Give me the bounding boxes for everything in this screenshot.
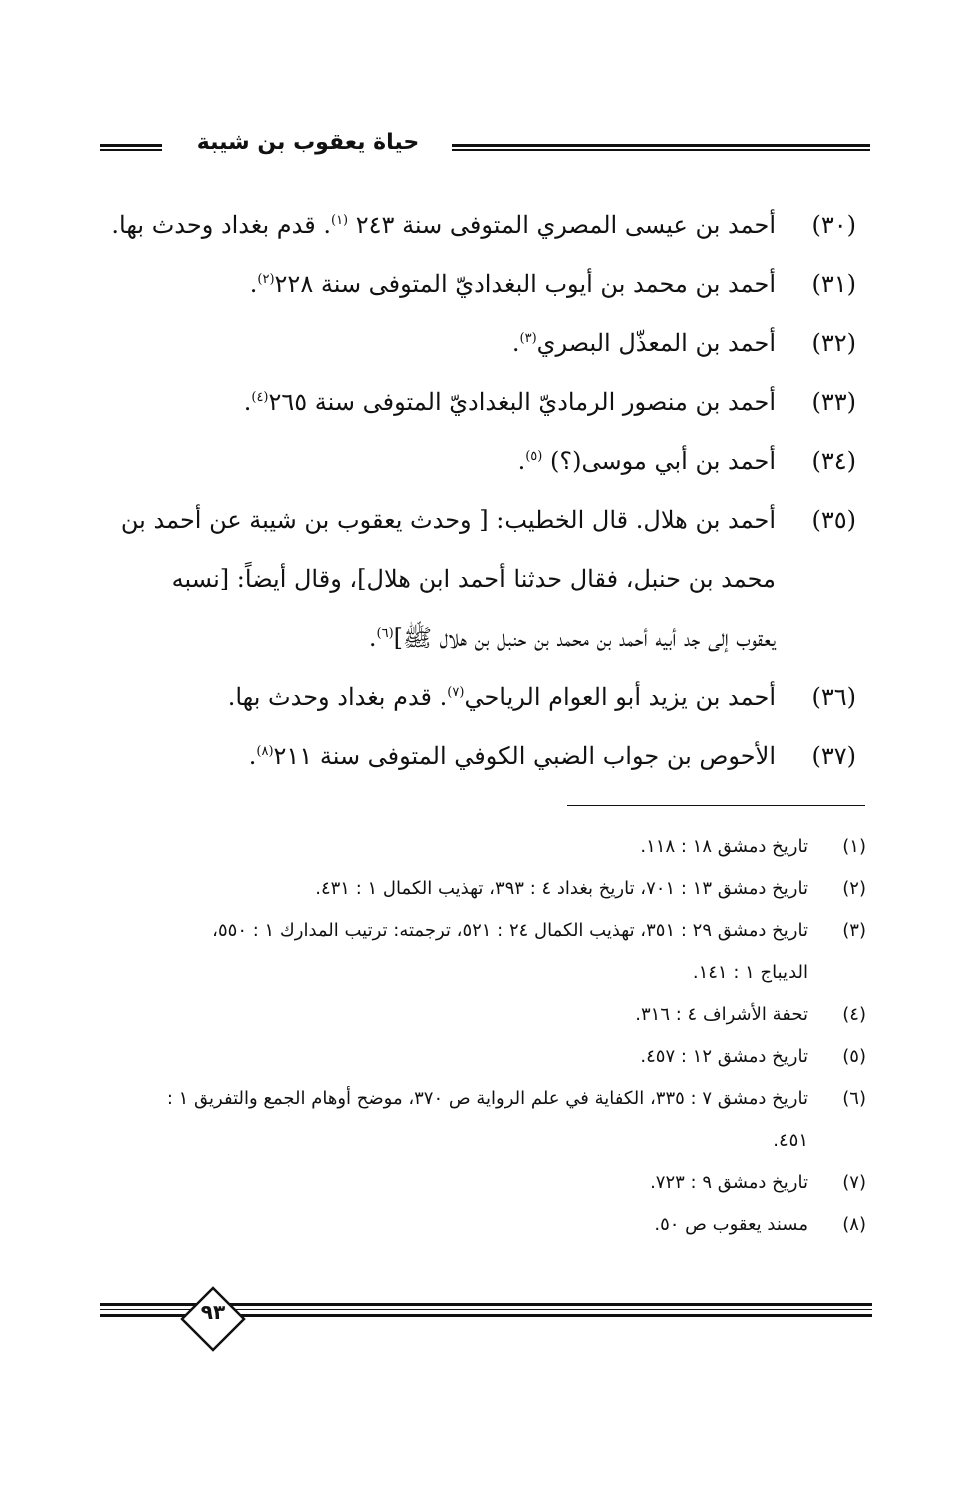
footnote-ref[interactable]: (٣) (519, 331, 537, 346)
list-item (100, 255, 866, 314)
entry-number: (٣٤) (811, 447, 856, 475)
footnote-text: تاريخ دمشق ١٨ : ١١٨. (640, 836, 808, 857)
footnote-number: (٥) (842, 1046, 866, 1067)
footnote-number: (٣) (842, 920, 866, 941)
narrators-list (100, 196, 866, 786)
footnote (108, 994, 866, 1036)
footnote (108, 826, 866, 868)
header-rule-left (100, 144, 162, 151)
footnote-text-continuation: ٤٥١. (773, 1130, 808, 1151)
footnote-number: (٦) (842, 1088, 866, 1109)
entry-text: أحمد بن المعذّل البصري$^{(٣)}$. (511, 329, 776, 357)
footnote-ref[interactable]: (٨) (256, 744, 274, 759)
footnote-text: تاريخ دمشق ٧ : ٣٣٥، الكفاية في علم الرواية ص ٣٧٠، موضح أوهام الجمع والتفريق ١ : (166, 1088, 808, 1109)
footnote (108, 1162, 866, 1204)
footnote-text: تاريخ دمشق ٢٩ : ٣٥١، تهذيب الكمال ٢٤ : ٥٢١، ترجمته: ترتيب المدارك ١ : ٥٥٠، (212, 920, 808, 941)
footnote-number: (٢) (842, 878, 866, 899)
entry-number: (٣٧) (811, 742, 856, 770)
footnote-text: تاريخ دمشق ٩ : ٧٢٣. (650, 1172, 808, 1193)
footnote-number: (٧) (842, 1172, 866, 1193)
list-item (100, 373, 866, 432)
footnote-number: (١) (842, 836, 866, 857)
entry-number: (٣٣) (811, 388, 856, 416)
footnote-divider (567, 805, 865, 806)
list-item (100, 314, 866, 373)
list-item (100, 432, 866, 491)
entry-number: (٣٢) (811, 329, 856, 357)
page-footer (100, 1286, 872, 1356)
entry-number: (٣١) (811, 270, 856, 298)
entry-number: (٣٦) (811, 683, 856, 711)
entry-number: (٣٥) (811, 506, 856, 534)
footnote-ref[interactable]: (٢) (257, 272, 275, 287)
entry-text: أحمد بن عيسى المصري المتوفى سنة ٢٤٣ $^{(١)}$. قدم بغداد وحدث بها. (111, 211, 776, 239)
footnote (108, 868, 866, 910)
footnote-ref[interactable]: (٦) (376, 626, 394, 641)
footnote (108, 1078, 866, 1162)
footnote-number: (٤) (842, 1004, 866, 1025)
footnote-ref[interactable]: (٧) (447, 685, 465, 700)
entry-text-continuation: يعقوب إلى جد أبيه أحمد بن محمد بن حنبل بن هلال ﷺ]$^{(٦)}$. (368, 624, 776, 652)
running-header (100, 128, 870, 168)
header-rule-right (452, 144, 870, 151)
footnote-text: مسند يعقوب ص ٥٠. (654, 1214, 808, 1235)
list-item (100, 196, 866, 255)
list-item (100, 491, 866, 668)
footnote-text-continuation: الديباج ١ : ١٤١. (692, 962, 808, 983)
entry-text: أحمد بن محمد بن أيوب البغداديّ المتوفى سنة ٢٢٨$^{(٢)}$. (249, 270, 776, 298)
list-item (100, 727, 866, 786)
footnote-ref[interactable]: (١) (330, 213, 349, 228)
entry-text-continuation: محمد بن حنبل، فقال حدثنا أحمد ابن هلال]، وقال أيضاً: [نسبه (171, 565, 776, 593)
entry-text: أحمد بن أبي موسى(؟) $^{(٥)}$. (517, 447, 776, 475)
footnote-text: تاريخ دمشق ١٢ : ٤٥٧. (640, 1046, 808, 1067)
footnote-ref[interactable]: (٥) (525, 449, 543, 464)
entry-text: أحمد بن يزيد أبو العوام الرياحي$^{(٧)}$. قدم بغداد وحدث بها. (227, 683, 776, 711)
list-item (100, 668, 866, 727)
page-number: ٩٣ (200, 1300, 226, 1324)
footnote (108, 1036, 866, 1078)
entry-text: أحمد بن هلال. قال الخطيب: [ وحدث يعقوب بن شيبة عن أحمد بن (120, 506, 776, 534)
entry-text: أحمد بن منصور الرماديّ البغداديّ المتوفى سنة ٢٦٥$^{(٤)}$. (243, 388, 776, 416)
footnote-text: تحفة الأشراف ٤ : ٣١٦. (635, 1004, 808, 1025)
running-header-title: حياة يعقوب بن شيبة (196, 130, 420, 155)
footnote-ref[interactable]: (٤) (251, 390, 269, 405)
footnote-text: تاريخ دمشق ١٣ : ٧٠١، تاريخ بغداد ٤ : ٣٩٣، تهذيب الكمال ١ : ٤٣١. (315, 878, 808, 899)
footnotes-list (108, 826, 866, 1246)
footnote (108, 910, 866, 994)
footnote-number: (٨) (842, 1214, 866, 1235)
entry-text: الأحوص بن جواب الضبي الكوفي المتوفى سنة ٢١١$^{(٨)}$. (248, 742, 776, 770)
entry-number: (٣٠) (811, 211, 856, 239)
footnote (108, 1204, 866, 1246)
